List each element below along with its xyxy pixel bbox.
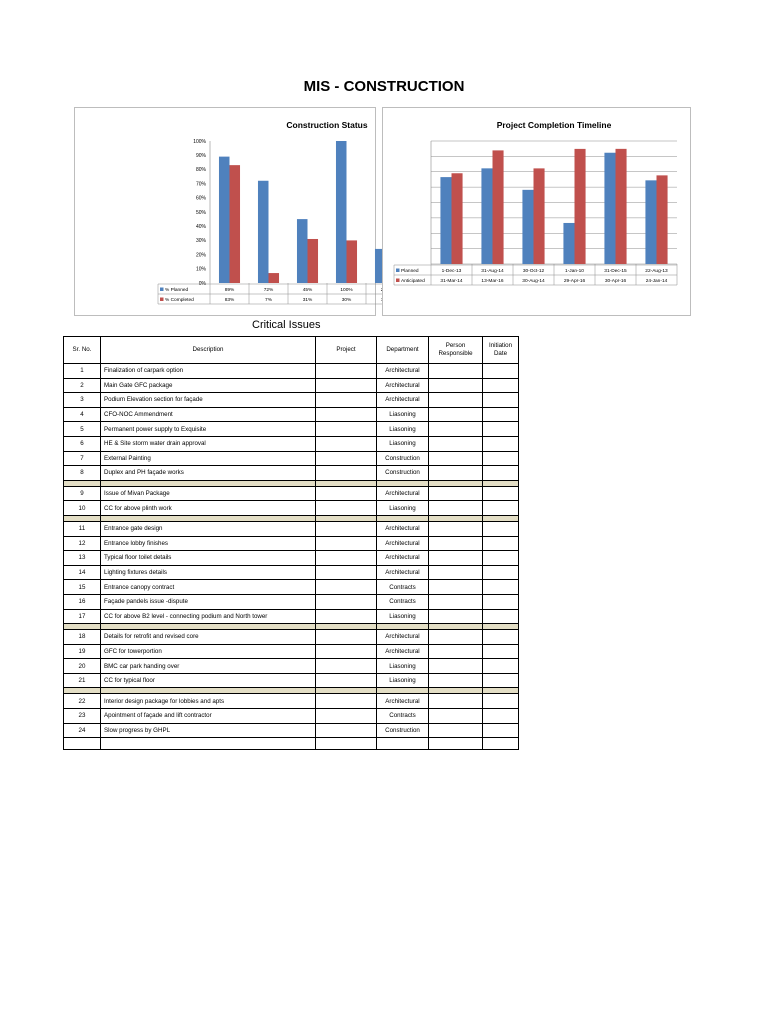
cell-project [316, 466, 377, 481]
cell-description: Permanent power supply to Exquisite [101, 422, 316, 437]
cell-person-responsible [429, 723, 483, 738]
data-label: 29-Apr-16 [563, 279, 586, 284]
cell-department: Architectural [377, 393, 429, 408]
cell-department: Construction [377, 451, 429, 466]
header-sr-no: Sr. No. [64, 337, 101, 364]
y-tick-label: 70% [195, 181, 206, 188]
cell-description: Duplex and PH façade works [101, 466, 316, 481]
cell-initiation-date [483, 580, 519, 595]
data-label: 30-Aug-14 [522, 279, 545, 284]
cell-project [316, 378, 377, 393]
bar-series1 [219, 157, 230, 283]
y-tick-label: 40% [195, 224, 206, 230]
cell-initiation-date [483, 551, 519, 566]
cell-sr-no: 15 [64, 580, 101, 595]
cell-sr-no: 4 [64, 407, 101, 422]
cell-department: Architectural [377, 378, 429, 393]
cell-initiation-date [483, 673, 519, 688]
cell-project [316, 723, 377, 738]
cell-project [316, 644, 377, 659]
table-row [64, 609, 519, 624]
cell-description: Finalization of carpark option [101, 364, 316, 379]
table-row [64, 536, 519, 551]
cell-person-responsible [429, 580, 483, 595]
table-row [64, 565, 519, 580]
cell-description: Slow progress by GHPL [101, 723, 316, 738]
cell-initiation-date [483, 378, 519, 393]
cell-project [316, 659, 377, 674]
table-header-row [64, 337, 519, 364]
cell-project [316, 393, 377, 408]
header-description: Description [101, 337, 316, 364]
cell-project [316, 673, 377, 688]
cell-department: Liasoning [377, 422, 429, 437]
cell-sr-no: 17 [64, 609, 101, 624]
bar-series1 [645, 180, 656, 264]
cell-description: External Painting [101, 451, 316, 466]
y-tick-label: 80% [195, 167, 206, 174]
cell-department: Liasoning [377, 609, 429, 624]
data-label: 31-Aug-14 [481, 269, 504, 274]
chart-title: Project Completion Timeline [496, 120, 612, 130]
cell-person-responsible [429, 694, 483, 709]
data-label: 72% [263, 288, 274, 293]
bar-series2 [534, 168, 545, 264]
data-label: 89% [224, 288, 235, 293]
data-label: 83% [224, 298, 235, 303]
cell-person-responsible [429, 364, 483, 379]
cell-initiation-date [483, 466, 519, 481]
table-row [64, 486, 519, 501]
bar-series1 [258, 181, 269, 283]
chart-title: Construction Status [286, 120, 368, 130]
cell-project [316, 536, 377, 551]
cell-description: Issue of Mivan Package [101, 486, 316, 501]
cell-project [316, 451, 377, 466]
legend-swatch [160, 298, 164, 302]
table-row [64, 436, 519, 451]
bar-series1 [440, 177, 451, 264]
cell-initiation-date [483, 609, 519, 624]
table-row [64, 501, 519, 516]
table-row [64, 466, 519, 481]
cell-department: Liasoning [377, 407, 429, 422]
table-row [64, 694, 519, 709]
bar-series2 [230, 165, 241, 283]
table-cell [429, 738, 483, 750]
cell-project [316, 709, 377, 724]
bar-series2 [269, 273, 280, 283]
data-label: 13-Mar-16 [481, 279, 504, 284]
cell-description: BMC car park handing over [101, 659, 316, 674]
cell-sr-no: 1 [64, 364, 101, 379]
cell-description: Entrance lobby finishes [101, 536, 316, 551]
table-cell [64, 738, 101, 750]
cell-initiation-date [483, 694, 519, 709]
cell-department: Liasoning [377, 659, 429, 674]
bar-series2 [308, 239, 319, 283]
cell-person-responsible [429, 609, 483, 624]
cell-description: Entrance gate design [101, 521, 316, 536]
cell-sr-no: 14 [64, 565, 101, 580]
cell-department: Architectural [377, 364, 429, 379]
cell-project [316, 594, 377, 609]
cell-department: Architectural [377, 551, 429, 566]
cell-project [316, 580, 377, 595]
construction-status-chart [74, 107, 376, 316]
y-tick-label: 60% [195, 195, 206, 202]
cell-sr-no: 8 [64, 466, 101, 481]
y-tick-label: 0% [198, 280, 206, 287]
cell-sr-no: 10 [64, 501, 101, 516]
bar-series2 [616, 149, 627, 264]
cell-description: Entrance canopy contract [101, 580, 316, 595]
cell-person-responsible [429, 521, 483, 536]
cell-department: Contracts [377, 580, 429, 595]
cell-person-responsible [429, 486, 483, 501]
cell-initiation-date [483, 644, 519, 659]
cell-sr-no: 20 [64, 659, 101, 674]
cell-sr-no: 2 [64, 378, 101, 393]
page-title: MIS - CONSTRUCTION [303, 78, 465, 95]
header-department: Department [377, 337, 429, 364]
cell-sr-no: 9 [64, 486, 101, 501]
cell-department: Liasoning [377, 436, 429, 451]
table-row [64, 451, 519, 466]
data-label: 1-Dec-13 [441, 269, 462, 274]
bar-series1 [297, 219, 308, 283]
data-label: 31-Mar-14 [440, 279, 463, 284]
data-label: 100% [340, 288, 353, 293]
cell-initiation-date [483, 709, 519, 724]
legend-swatch [396, 279, 400, 283]
bar-series1 [336, 141, 347, 283]
cell-department: Liasoning [377, 673, 429, 688]
cell-project [316, 551, 377, 566]
cell-description: GFC for towerportion [101, 644, 316, 659]
data-label: 24-Jan-14 [645, 279, 668, 284]
cell-description: CFO-NOC Ammendment [101, 407, 316, 422]
cell-initiation-date [483, 486, 519, 501]
critical-issues-table [63, 336, 519, 750]
table-row [64, 723, 519, 738]
cell-description: Apointment of façade and lift contractor [101, 709, 316, 724]
data-label: 30-Oct-12 [522, 269, 545, 274]
cell-person-responsible [429, 451, 483, 466]
cell-person-responsible [429, 436, 483, 451]
y-tick-label: 50% [195, 209, 206, 216]
cell-person-responsible [429, 594, 483, 609]
cell-department: Architectural [377, 630, 429, 645]
cell-initiation-date [483, 630, 519, 645]
project-timeline-chart [382, 107, 691, 316]
project-timeline-svg [383, 108, 690, 315]
data-label: 30-Apr-16 [604, 279, 627, 284]
cell-initiation-date [483, 393, 519, 408]
cell-person-responsible [429, 673, 483, 688]
cell-person-responsible [429, 422, 483, 437]
data-label: 30% [341, 298, 352, 303]
cell-person-responsible [429, 378, 483, 393]
cell-description: Podium Elevation section for façade [101, 393, 316, 408]
bar-series1 [522, 190, 533, 264]
data-label: 31-Dec-15 [604, 269, 627, 274]
cell-sr-no: 7 [64, 451, 101, 466]
cell-person-responsible [429, 466, 483, 481]
cell-sr-no: 6 [64, 436, 101, 451]
cell-initiation-date [483, 407, 519, 422]
header-person-responsible: Person Responsible [429, 337, 483, 364]
cell-project [316, 630, 377, 645]
cell-initiation-date [483, 659, 519, 674]
cell-description: HE & Site storm water drain approval [101, 436, 316, 451]
table-row [64, 551, 519, 566]
cell-project [316, 364, 377, 379]
cell-department: Architectural [377, 536, 429, 551]
bar-series1 [563, 223, 574, 264]
cell-department: Construction [377, 466, 429, 481]
cell-sr-no: 23 [64, 709, 101, 724]
table-row [64, 521, 519, 536]
table-row [64, 422, 519, 437]
table-row [64, 364, 519, 379]
cell-sr-no: 13 [64, 551, 101, 566]
table-row [64, 378, 519, 393]
critical-issues-title: Critical Issues [252, 319, 321, 331]
legend-label: Planned [401, 269, 419, 274]
cell-description: CC for above plinth work [101, 501, 316, 516]
cell-project [316, 486, 377, 501]
cell-description: CC for above B2 level - connecting podium and North tower [101, 609, 316, 624]
cell-department: Contracts [377, 709, 429, 724]
cell-person-responsible [429, 659, 483, 674]
header-initiation-date: Initiation Date [483, 337, 519, 364]
table-row [64, 709, 519, 724]
header-project: Project [316, 337, 377, 364]
legend-swatch [160, 288, 164, 292]
cell-sr-no: 11 [64, 521, 101, 536]
cell-sr-no: 21 [64, 673, 101, 688]
cell-initiation-date [483, 422, 519, 437]
y-tick-label: 20% [195, 252, 206, 259]
cell-person-responsible [429, 407, 483, 422]
cell-sr-no: 5 [64, 422, 101, 437]
cell-project [316, 436, 377, 451]
cell-person-responsible [429, 501, 483, 516]
data-label: 31% [302, 298, 313, 303]
cell-description: Interior design package for lobbies and apts [101, 694, 316, 709]
cell-sr-no: 22 [64, 694, 101, 709]
cell-sr-no: 3 [64, 393, 101, 408]
legend-swatch [396, 269, 400, 273]
cell-person-responsible [429, 536, 483, 551]
bar-series2 [493, 150, 504, 264]
cell-initiation-date [483, 436, 519, 451]
cell-initiation-date [483, 565, 519, 580]
y-tick-label: 30% [195, 238, 206, 245]
bar-series2 [657, 175, 668, 264]
legend-label: % Completed [165, 298, 194, 303]
cell-department: Architectural [377, 521, 429, 536]
table-row [64, 407, 519, 422]
cell-initiation-date [483, 364, 519, 379]
table-row [64, 644, 519, 659]
cell-project [316, 609, 377, 624]
cell-description: Lighting fixtures details [101, 565, 316, 580]
legend-label: % Planned [165, 288, 189, 293]
critical-issues-body [64, 364, 519, 750]
y-tick-label: 10% [195, 266, 206, 273]
cell-person-responsible [429, 565, 483, 580]
cell-department: Liasoning [377, 501, 429, 516]
cell-person-responsible [429, 551, 483, 566]
cell-sr-no: 18 [64, 630, 101, 645]
cell-description: Façade pandels issue -dispute [101, 594, 316, 609]
data-label: 22-Aug-13 [645, 269, 668, 274]
table-row [64, 659, 519, 674]
table-row [64, 630, 519, 645]
cell-department: Contracts [377, 594, 429, 609]
cell-person-responsible [429, 709, 483, 724]
cell-department: Architectural [377, 694, 429, 709]
bar-series1 [604, 153, 615, 264]
legend-label: Anticipated [401, 279, 425, 284]
cell-description: Main Gate GFC package [101, 378, 316, 393]
cell-project [316, 501, 377, 516]
cell-project [316, 521, 377, 536]
cell-project [316, 422, 377, 437]
cell-person-responsible [429, 644, 483, 659]
data-label: 45% [302, 288, 313, 293]
cell-person-responsible [429, 393, 483, 408]
table-cell [316, 738, 377, 750]
y-tick-label: 90% [195, 153, 206, 159]
cell-initiation-date [483, 594, 519, 609]
y-tick-label: 100% [193, 138, 206, 145]
cell-sr-no: 12 [64, 536, 101, 551]
construction-status-svg [75, 108, 375, 315]
cell-department: Architectural [377, 486, 429, 501]
bar-series2 [575, 149, 586, 264]
cell-sr-no: 24 [64, 723, 101, 738]
cell-initiation-date [483, 451, 519, 466]
table-cell [377, 738, 429, 750]
cell-description: Details for retrofit and revised core [101, 630, 316, 645]
cell-initiation-date [483, 521, 519, 536]
cell-project [316, 565, 377, 580]
table-row [64, 580, 519, 595]
bar-series2 [347, 240, 358, 283]
cell-initiation-date [483, 723, 519, 738]
table-cell [101, 738, 316, 750]
table-row [64, 594, 519, 609]
cell-sr-no: 19 [64, 644, 101, 659]
cell-initiation-date [483, 536, 519, 551]
cell-sr-no: 16 [64, 594, 101, 609]
empty-row [64, 738, 519, 750]
table-row [64, 673, 519, 688]
cell-project [316, 694, 377, 709]
bar-series1 [481, 168, 492, 264]
table-row [64, 393, 519, 408]
cell-description: Typical floor toilet details [101, 551, 316, 566]
cell-department: Architectural [377, 565, 429, 580]
cell-project [316, 407, 377, 422]
cell-person-responsible [429, 630, 483, 645]
data-label: 1-Jan-10 [565, 269, 584, 274]
cell-initiation-date [483, 501, 519, 516]
cell-description: CC for typical floor [101, 673, 316, 688]
cell-department: Architectural [377, 644, 429, 659]
data-label: 7% [265, 298, 272, 303]
table-cell [483, 738, 519, 750]
cell-department: Construction [377, 723, 429, 738]
bar-series2 [452, 173, 463, 264]
